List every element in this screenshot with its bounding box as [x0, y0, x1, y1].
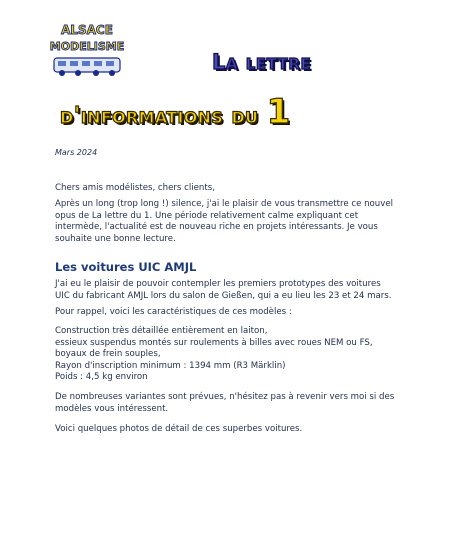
newsletter-title-line2: [60, 92, 400, 132]
section-title: Les voitures UIC AMJL: [55, 260, 197, 274]
spec-item: essieux suspendus montés sur roulements à billes avec roues NEM ou FS,: [55, 337, 373, 348]
logo-line1: ALSACE: [61, 23, 113, 37]
logo-line2: MODELISME: [49, 40, 125, 53]
spec-item: Poids : 4,5 kg environ: [55, 372, 148, 382]
section-paragraph-3: De nombreuses variantes sont prévues, n'hésitez pas à revenir vers moi si des modèles vous intéressent.: [55, 392, 395, 414]
spec-item: Construction très détaillée entièrement en laiton,: [55, 326, 268, 336]
section-paragraph-1: J'ai eu le plaisir de pouvoir contempler les premiers prototypes des voitures UIC du fabricant AMJL lors du salon de Gießen, qui a eu lieu les 23 et 24 mars.: [55, 279, 392, 301]
specs-list: [55, 326, 397, 384]
section-paragraph-2: Pour rappel, voici les caractéristiques de ces modèles :: [55, 307, 292, 317]
spec-item: Rayon d'inscription minimum : 1394 mm (R3 Märklin): [55, 360, 286, 371]
section-paragraph-4: Voici quelques photos de détail de ces superbes voitures.: [55, 424, 303, 434]
title-number: 1: [266, 92, 291, 132]
newsletter-title-line1: La lettre: [212, 50, 312, 74]
greeting: Chers amis modélistes, chers clients,: [55, 183, 215, 193]
issue-date: Mars 2024: [55, 148, 98, 157]
logo-train-icon: [54, 58, 120, 76]
title-line2-prefix: d'informations du: [60, 103, 259, 129]
spec-item: boyaux de frein souples,: [55, 349, 161, 359]
alsace-modelisme-logo: [44, 20, 130, 80]
logo-graphic: [44, 20, 130, 80]
intro-paragraph: Après un long (trop long !) silence, j'ai le plaisir de vous transmettre ce nouvel opus de La lettre du 1. Une période relativement calme expliquant cet intermède, l'actualité est de nouveau riche en projets intéressants. Je vous souhaite une bonne lecture.: [55, 199, 394, 244]
